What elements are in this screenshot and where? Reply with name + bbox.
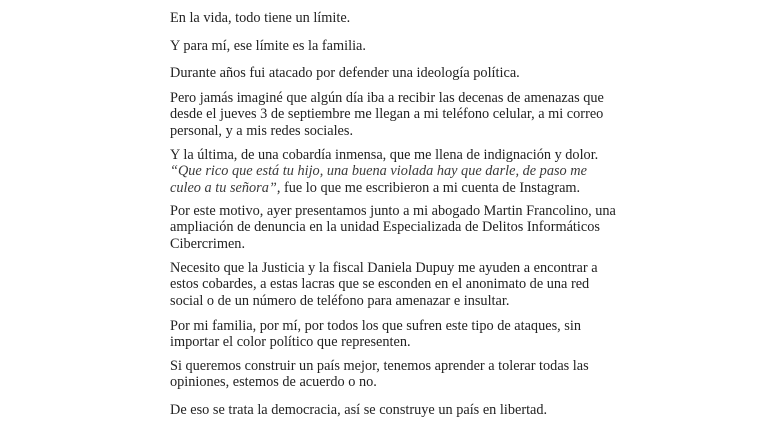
paragraph-2: [170, 38, 610, 54]
text-line: personal, y a mis redes sociales.: [170, 122, 354, 139]
paragraph-1: [170, 10, 610, 26]
text-line: Cibercrimen.: [170, 235, 246, 252]
text-line: Pero jamás imaginé que algún día iba a recibir las decenas de amenazas que: [170, 90, 604, 106]
text-line: Necesito que la Justicia y la fiscal Daniela Dupuy me ayuden a encontrar a: [170, 260, 598, 276]
text-line: Durante años fui atacado por defender una ideología política.: [170, 65, 520, 81]
text-line: importar el color político que representen.: [170, 334, 411, 351]
text-line: En la vida, todo tiene un límite.: [170, 10, 351, 26]
letter-document: [170, 0, 616, 435]
text-line-continuation: , fue lo que me escribieron a mi cuenta de Instagram.: [276, 179, 581, 196]
text-line: Si queremos construir un país mejor, tenemos aprender a tolerar todas las: [170, 358, 589, 374]
paragraph-8: [170, 318, 610, 351]
threat-quote-end: culeo a tu señora”: [170, 179, 277, 196]
paragraph-9: [170, 358, 610, 391]
text-line: Y la última, de una cobardía inmensa, que me llena de indignación y dolor.: [170, 147, 599, 163]
paragraph-5: [170, 147, 610, 196]
text-line: Por este motivo, ayer presentamos junto a mi abogado Martin Francolino, una: [170, 203, 616, 219]
text-line: De eso se trata la democracia, así se construye un país en libertad.: [170, 402, 548, 418]
threat-quote-line: “Que rico que está tu hijo, una buena violada hay que darle, de paso me: [170, 163, 587, 180]
paragraph-7: [170, 260, 610, 309]
paragraph-6: [170, 203, 616, 252]
text-line: opiniones, estemos de acuerdo o no.: [170, 374, 377, 391]
paragraph-4: [170, 90, 610, 139]
text-line: social o de un número de teléfono para amenazar e insultar.: [170, 292, 510, 309]
paragraph-10: [170, 402, 610, 418]
paragraph-3: [170, 65, 610, 81]
text-line: Por mi familia, por mí, por todos los que sufren este tipo de ataques, sin: [170, 318, 581, 334]
text-line: desde el jueves 3 de septiembre me llegan a mi teléfono celular, a mi correo: [170, 106, 604, 123]
text-line: estos cobardes, a estas lacras que se esconden en el anonimato de una red: [170, 276, 590, 293]
text-line: Y para mí, ese límite es la familia.: [170, 38, 366, 54]
text-line: ampliación de denuncia en la unidad Especializada de Delitos Informáticos: [170, 219, 600, 236]
